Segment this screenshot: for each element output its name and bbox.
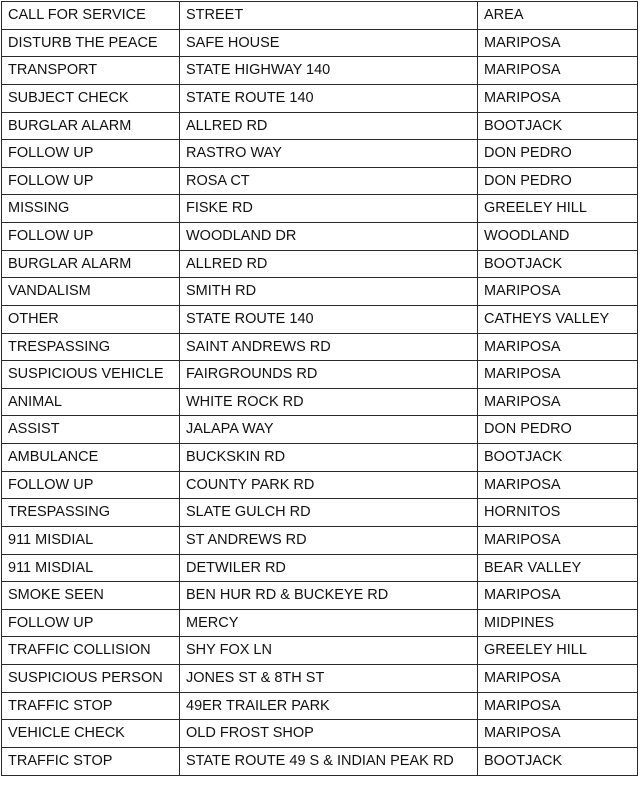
table-row xyxy=(2,609,638,637)
call-type-cell: TRANSPORT xyxy=(2,57,180,85)
area-cell: MARIPOSA xyxy=(478,57,638,85)
street-cell: ST ANDREWS RD xyxy=(180,526,478,554)
table-body xyxy=(2,2,638,776)
table-row xyxy=(2,388,638,416)
street-cell: WOODLAND DR xyxy=(180,223,478,251)
area-cell: CATHEYS VALLEY xyxy=(478,305,638,333)
call-type-cell: VEHICLE CHECK xyxy=(2,720,180,748)
area-cell: GREELEY HILL xyxy=(478,637,638,665)
call-type-cell: DISTURB THE PEACE xyxy=(2,29,180,57)
call-type-cell: SUSPICIOUS VEHICLE xyxy=(2,361,180,389)
area-cell: BOOTJACK xyxy=(478,250,638,278)
table-row xyxy=(2,720,638,748)
street-cell: SHY FOX LN xyxy=(180,637,478,665)
area-cell: MIDPINES xyxy=(478,609,638,637)
call-type-cell: FOLLOW UP xyxy=(2,140,180,168)
call-type-cell: BURGLAR ALARM xyxy=(2,112,180,140)
table-row xyxy=(2,333,638,361)
table-row xyxy=(2,692,638,720)
area-cell: HORNITOS xyxy=(478,499,638,527)
table-row xyxy=(2,416,638,444)
street-cell: FAIRGROUNDS RD xyxy=(180,361,478,389)
call-type-cell: MISSING xyxy=(2,195,180,223)
area-cell: MARIPOSA xyxy=(478,471,638,499)
table-row xyxy=(2,278,638,306)
table-row xyxy=(2,250,638,278)
call-type-cell: FOLLOW UP xyxy=(2,609,180,637)
table-row xyxy=(2,582,638,610)
call-type-cell: AMBULANCE xyxy=(2,444,180,472)
street-cell: STATE ROUTE 49 S & INDIAN PEAK RD xyxy=(180,747,478,775)
table-row xyxy=(2,167,638,195)
street-cell: OLD FROST SHOP xyxy=(180,720,478,748)
street-cell: STATE ROUTE 140 xyxy=(180,305,478,333)
table-row xyxy=(2,361,638,389)
area-cell: MARIPOSA xyxy=(478,84,638,112)
street-cell: ROSA CT xyxy=(180,167,478,195)
area-cell: BOOTJACK xyxy=(478,747,638,775)
table-row xyxy=(2,29,638,57)
street-cell: SAINT ANDREWS RD xyxy=(180,333,478,361)
street-cell: RASTRO WAY xyxy=(180,140,478,168)
table-row xyxy=(2,195,638,223)
calls-for-service-table xyxy=(1,1,638,776)
table-row xyxy=(2,57,638,85)
area-cell: MARIPOSA xyxy=(478,526,638,554)
table-row xyxy=(2,554,638,582)
table-row xyxy=(2,499,638,527)
table-row xyxy=(2,84,638,112)
header-street: STREET xyxy=(180,2,478,30)
call-type-cell: BURGLAR ALARM xyxy=(2,250,180,278)
area-cell: MARIPOSA xyxy=(478,692,638,720)
table-row xyxy=(2,112,638,140)
area-cell: MARIPOSA xyxy=(478,582,638,610)
street-cell: MERCY xyxy=(180,609,478,637)
call-type-cell: TRAFFIC STOP xyxy=(2,747,180,775)
call-type-cell: SUBJECT CHECK xyxy=(2,84,180,112)
call-type-cell: TRAFFIC COLLISION xyxy=(2,637,180,665)
area-cell: MARIPOSA xyxy=(478,333,638,361)
area-cell: MARIPOSA xyxy=(478,278,638,306)
call-type-cell: SMOKE SEEN xyxy=(2,582,180,610)
area-cell: MARIPOSA xyxy=(478,720,638,748)
call-type-cell: TRAFFIC STOP xyxy=(2,692,180,720)
street-cell: SLATE GULCH RD xyxy=(180,499,478,527)
call-type-cell: TRESPASSING xyxy=(2,499,180,527)
street-cell: ALLRED RD xyxy=(180,250,478,278)
street-cell: STATE HIGHWAY 140 xyxy=(180,57,478,85)
call-type-cell: SUSPICIOUS PERSON xyxy=(2,665,180,693)
call-type-cell: FOLLOW UP xyxy=(2,223,180,251)
header-call-for-service: CALL FOR SERVICE xyxy=(2,2,180,30)
street-cell: BEN HUR RD & BUCKEYE RD xyxy=(180,582,478,610)
area-cell: MARIPOSA xyxy=(478,665,638,693)
call-type-cell: ANIMAL xyxy=(2,388,180,416)
table-row xyxy=(2,471,638,499)
street-cell: ALLRED RD xyxy=(180,112,478,140)
street-cell: WHITE ROCK RD xyxy=(180,388,478,416)
area-cell: MARIPOSA xyxy=(478,361,638,389)
call-type-cell: VANDALISM xyxy=(2,278,180,306)
call-type-cell: FOLLOW UP xyxy=(2,471,180,499)
call-type-cell: 911 MISDIAL xyxy=(2,526,180,554)
street-cell: JALAPA WAY xyxy=(180,416,478,444)
street-cell: DETWILER RD xyxy=(180,554,478,582)
table-row xyxy=(2,305,638,333)
call-type-cell: FOLLOW UP xyxy=(2,167,180,195)
area-cell: GREELEY HILL xyxy=(478,195,638,223)
area-cell: BOOTJACK xyxy=(478,112,638,140)
table-row xyxy=(2,444,638,472)
area-cell: DON PEDRO xyxy=(478,167,638,195)
street-cell: FISKE RD xyxy=(180,195,478,223)
header-area: AREA xyxy=(478,2,638,30)
area-cell: WOODLAND xyxy=(478,223,638,251)
table-row xyxy=(2,637,638,665)
table-row xyxy=(2,140,638,168)
street-cell: COUNTY PARK RD xyxy=(180,471,478,499)
table-row xyxy=(2,665,638,693)
header-row xyxy=(2,2,638,30)
table-row xyxy=(2,747,638,775)
area-cell: BOOTJACK xyxy=(478,444,638,472)
call-type-cell: OTHER xyxy=(2,305,180,333)
area-cell: MARIPOSA xyxy=(478,29,638,57)
street-cell: BUCKSKIN RD xyxy=(180,444,478,472)
area-cell: BEAR VALLEY xyxy=(478,554,638,582)
street-cell: STATE ROUTE 140 xyxy=(180,84,478,112)
call-type-cell: ASSIST xyxy=(2,416,180,444)
street-cell: SAFE HOUSE xyxy=(180,29,478,57)
street-cell: 49ER TRAILER PARK xyxy=(180,692,478,720)
area-cell: DON PEDRO xyxy=(478,140,638,168)
area-cell: DON PEDRO xyxy=(478,416,638,444)
area-cell: MARIPOSA xyxy=(478,388,638,416)
call-type-cell: TRESPASSING xyxy=(2,333,180,361)
table-row xyxy=(2,526,638,554)
street-cell: SMITH RD xyxy=(180,278,478,306)
street-cell: JONES ST & 8TH ST xyxy=(180,665,478,693)
table-row xyxy=(2,223,638,251)
call-type-cell: 911 MISDIAL xyxy=(2,554,180,582)
